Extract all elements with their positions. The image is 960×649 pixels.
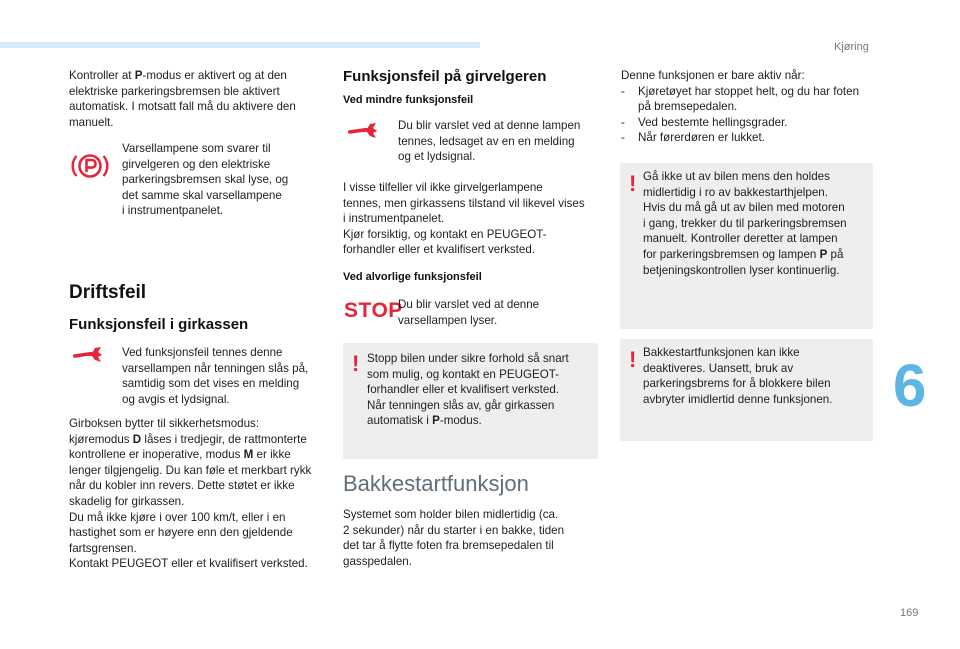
bakkestart-warning-box-2 xyxy=(620,339,873,441)
stop-warning-icon: STOP xyxy=(344,299,403,322)
chapter-number: 6 xyxy=(893,352,927,419)
stop-warning-box xyxy=(343,343,598,459)
severe-fault-text: Du blir varslet ved at denne varsellampen lyser. xyxy=(398,298,540,327)
bakkestart-warning-text-1: Gå ikke ut av bilen mens den holdes midlertidig i ro av bakkestarthjelpen. Hvis du må gå ut av bilen med motoren i gang, trekker du til parkeringsbremsen manuelt. Kontroller deretter at lampen for parkeringsbremsen og lampen P på betjeningskontrollen lyser kontinuerlig. xyxy=(643,170,847,277)
bakkestart-conditions: Denne funksjonen er bare aktiv når: - Kjøretøyet har stoppet helt, og du har foten på bremsepedalen. - Ved bestemte hellingsgrader. - Når førerdøren er lukket. xyxy=(621,68,881,146)
exclamation-icon: ! xyxy=(629,347,637,372)
minor-fault-heading: Ved mindre funksjonsfeil xyxy=(343,94,474,106)
list-item: - Ved bestemte hellingsgrader. xyxy=(621,115,788,129)
parking-brake-lamp-text: Varsellampene som svarer til girvelgeren og den elektriske parkeringsbremsen skal lyse, og det samme skal varsellampene i instrumentpanelet. xyxy=(122,142,289,218)
girkasse-lamp-text: Ved funksjonsfeil tennes denne varsellampen når tenningen slås på, samtidig som det vises en melding og avgis et lydsignal. xyxy=(122,346,309,406)
col1-intro: Kontroller at P-modus er aktivert og at den elektriske parkeringsbremsen ble aktivert automatisk. I motsatt fall må du aktivere den manuelt. xyxy=(69,69,296,129)
bakkestart-warning-box-1 xyxy=(620,163,873,329)
exclamation-icon: ! xyxy=(629,171,637,196)
header-accent-bar xyxy=(0,42,480,48)
section-label: Kjøring xyxy=(834,41,869,53)
girkasse-heading: Funksjonsfeil i girkassen xyxy=(69,316,249,333)
parking-brake-warning-icon xyxy=(70,150,110,182)
girvelger-heading: Funksjonsfeil på girvelgeren xyxy=(343,68,547,85)
girkasse-body: Girboksen bytter til sikkerhetsmodus: kjøremodus D låses i tredjegir, de rattmonterte kontrollene er inoperative, modus M er ikke lenger tilgjengelig. Du kan føle et merkbart rykk når du kobler inn revers. Dette støtet er ikke skadelig for girkassen. Du må ikke kjøre i over 100 km/t, eller i en hastighet som er høyere enn den gjeldende fartsgrensen. Kontakt PEUGEOT eller et kvalifisert verksted. xyxy=(69,417,312,571)
bakkestart-warning-text-2: Bakkestartfunksjonen kan ikke deaktiveres. Uansett, bruk av parkeringsbrems for å blokkere bilen avbryter imidlertid denne funksjonen. xyxy=(643,346,833,406)
page-number: 169 xyxy=(900,607,919,619)
wrench-icon xyxy=(70,344,106,364)
minor-fault-text: Du blir varslet ved at denne lampen tennes, ledsaget av en en melding og et lydsignal. xyxy=(398,119,581,164)
severe-fault-heading: Ved alvorlige funksjonsfeil xyxy=(343,271,482,283)
wrench-icon xyxy=(345,120,381,140)
driftsfeil-heading: Driftsfeil xyxy=(69,282,147,303)
bakkestart-heading: Bakkestartfunksjon xyxy=(343,471,529,496)
minor-fault-body: I visse tilfeller vil ikke girvelgerlampene tennes, men girkassens tilstand vil likevel vises i instrumentpanelet. Kjør forsiktig, og kontakt en PEUGEOT- forhandler eller et kvalifisert verksted. xyxy=(343,181,585,257)
list-item: - Når førerdøren er lukket. xyxy=(621,131,765,145)
bakkestart-body: Systemet som holder bilen midlertidig (ca. 2 sekunder) når du starter i en bakke, tiden det tar å flytte foten fra bremsepedalen til gasspedalen. xyxy=(343,508,565,568)
exclamation-icon: ! xyxy=(352,351,360,376)
list-item: - Kjøretøyet har stoppet helt, og du har foten på bremsepedalen. xyxy=(621,84,860,114)
stop-warning-text: Stopp bilen under sikre forhold så snart som mulig, og kontakt en PEUGEOT- forhandler eller et kvalifisert verksted. Når tenningen slås av, går girkassen automatisk i P-modus. xyxy=(367,352,569,428)
